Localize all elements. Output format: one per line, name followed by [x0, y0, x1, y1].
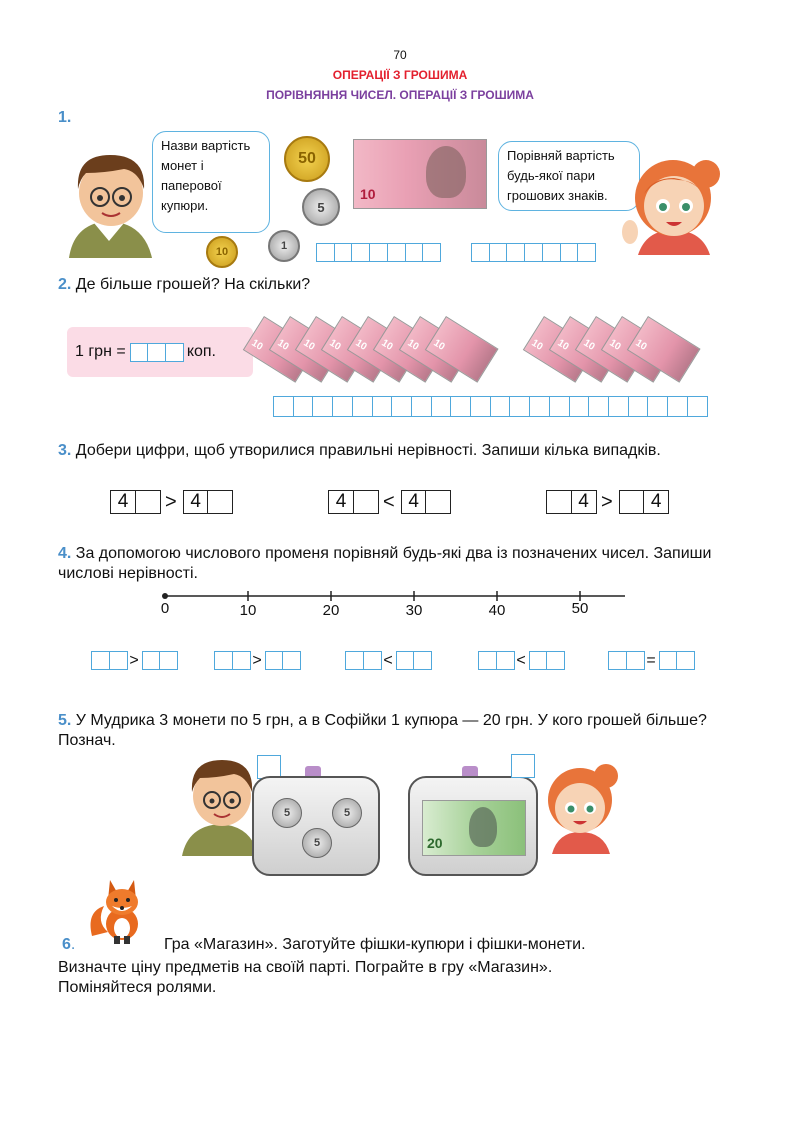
answer-cell[interactable] — [524, 243, 543, 262]
banknote-label: 10 — [275, 337, 291, 353]
answer-cell[interactable] — [130, 343, 149, 362]
coin-icon — [302, 188, 340, 226]
answer-cell[interactable] — [142, 651, 161, 670]
answer-cell[interactable] — [489, 243, 508, 262]
answer-cell[interactable] — [413, 651, 432, 670]
digit-cell[interactable] — [207, 490, 233, 514]
answer-cell[interactable] — [422, 243, 441, 262]
answer-cell[interactable] — [147, 343, 166, 362]
answer-cell[interactable] — [282, 651, 301, 670]
coin-label: 5 — [283, 807, 291, 819]
tick-label: 10 — [239, 602, 257, 619]
ray-comparison-5 — [608, 651, 694, 670]
digit-cell[interactable]: 4 — [110, 490, 136, 514]
digit-cell[interactable] — [135, 490, 161, 514]
ray-comparison-4 — [478, 651, 564, 670]
answer-cell[interactable] — [667, 396, 688, 417]
answer-cell[interactable] — [506, 243, 525, 262]
comparison-sign: > — [129, 651, 139, 669]
task6-dot: . — [70, 936, 76, 953]
comparison-sign: > — [601, 491, 613, 513]
answer-cell[interactable] — [496, 651, 515, 670]
task2-number: 2. — [58, 276, 72, 293]
coin-icon — [284, 136, 330, 182]
tick-label: 0 — [160, 600, 170, 617]
task3-text: Добери цифри, щоб утворилися правильні нерівності. Запиши кілька випадків. — [75, 442, 661, 459]
task2-text: Де більше грошей? На скільки? — [75, 276, 311, 293]
answer-cell[interactable] — [687, 396, 708, 417]
answer-cell[interactable] — [659, 651, 678, 670]
answer-cell[interactable] — [293, 396, 314, 417]
answer-cell[interactable] — [588, 396, 609, 417]
answer-cell[interactable] — [312, 396, 333, 417]
banknote-label: 10 — [379, 337, 395, 353]
purse-icon — [408, 776, 538, 876]
banknote-label: 10 — [405, 337, 421, 353]
banknote-label: 10 — [249, 337, 265, 353]
answer-cell[interactable] — [471, 243, 490, 262]
conversion-box — [67, 327, 253, 377]
boy-icon — [64, 143, 154, 258]
speech-bubble-left — [152, 131, 270, 233]
task6-text-line: Визначте ціну предметів на своїй парті. Пограйте в гру «Магазин». — [58, 959, 553, 976]
answer-cell[interactable] — [470, 396, 491, 417]
digit-cell[interactable] — [425, 490, 451, 514]
mark-box-girl[interactable] — [511, 754, 535, 778]
answer-cell[interactable] — [647, 396, 668, 417]
answer-cell[interactable] — [431, 396, 452, 417]
girl-icon — [538, 758, 622, 854]
answer-cell[interactable] — [332, 396, 353, 417]
comparison-sign: = — [646, 651, 656, 669]
task2-line — [58, 275, 310, 295]
banknote-label: 20 — [427, 835, 443, 851]
tick-label: 30 — [405, 602, 423, 619]
banknote-label: 10 — [529, 337, 545, 353]
task6-number-line — [62, 935, 75, 955]
banknote-label: 10 — [607, 337, 623, 353]
task1-number: 1. — [58, 109, 72, 126]
banknote-label: 10 — [327, 337, 343, 353]
answer-cell[interactable] — [560, 243, 579, 262]
coin-label: 50 — [298, 150, 316, 167]
task1-answer-cells-b[interactable] — [471, 243, 595, 262]
boy-icon — [180, 752, 260, 856]
inequality-3 — [546, 490, 668, 514]
tick-label: 20 — [322, 602, 340, 619]
task3-number: 3. — [58, 442, 72, 459]
answer-cell[interactable] — [387, 243, 406, 262]
bubble-left-line: купюри. — [161, 198, 209, 213]
task6-text-line: Гра «Магазин». Заготуйте фішки-купюри і фішки-монети. — [164, 936, 586, 953]
answer-cell[interactable] — [391, 396, 412, 417]
banknote-label: 10 — [581, 337, 597, 353]
bubble-left-line: монет і — [161, 158, 204, 173]
answer-cell[interactable] — [372, 396, 393, 417]
answer-cell[interactable] — [232, 651, 251, 670]
ray-comparison-3 — [345, 651, 431, 670]
task5-line — [58, 711, 758, 751]
coin-label: 5 — [343, 807, 351, 819]
conversion-cells[interactable] — [130, 343, 183, 362]
answer-cell[interactable] — [549, 396, 570, 417]
conversion-right-text: коп. — [186, 343, 216, 360]
answer-cell[interactable] — [109, 651, 128, 670]
digit-cell[interactable] — [353, 490, 379, 514]
answer-cell[interactable] — [91, 651, 110, 670]
digit-cell[interactable]: 4 — [328, 490, 354, 514]
answer-cell[interactable] — [542, 243, 561, 262]
comparison-sign: > — [252, 651, 262, 669]
answer-cell[interactable] — [265, 651, 284, 670]
comparison-sign: < — [383, 491, 395, 513]
answer-cell[interactable] — [345, 651, 364, 670]
task4-number: 4. — [58, 545, 72, 562]
banknote-label: 10 — [301, 337, 317, 353]
tick-label: 40 — [488, 602, 506, 619]
coin-label: 10 — [215, 246, 229, 258]
bubble-right-line: будь-якої пари — [507, 168, 596, 183]
digit-cell[interactable] — [619, 490, 645, 514]
task6-number: 6 — [62, 936, 71, 953]
answer-cell[interactable] — [509, 396, 530, 417]
task3-line — [58, 441, 758, 461]
page-title: ОПЕРАЦІЇ З ГРОШИМА — [332, 68, 468, 82]
answer-cell[interactable] — [577, 243, 596, 262]
answer-cell[interactable] — [490, 396, 511, 417]
answer-cell[interactable] — [478, 651, 497, 670]
ray-comparison-1 — [91, 651, 177, 670]
banknote-label: 10 — [360, 186, 376, 202]
answer-cell[interactable] — [214, 651, 233, 670]
answer-cell[interactable] — [626, 651, 645, 670]
task5-number: 5. — [58, 712, 72, 729]
conversion-left-text: 1 грн = — [75, 343, 126, 360]
coin-label: 5 — [313, 837, 321, 849]
fox-icon — [86, 872, 152, 944]
bubble-left-line: паперової — [161, 178, 222, 193]
answer-cell[interactable] — [396, 651, 415, 670]
answer-cell[interactable] — [608, 396, 629, 417]
digit-cell[interactable]: 4 — [643, 490, 669, 514]
bubble-right-line: грошових знаків. — [507, 188, 608, 203]
ray-comparison-2 — [214, 651, 300, 670]
answer-cell[interactable] — [628, 396, 649, 417]
task4-text: За допомогою числового променя порівняй будь-які два із позначених чисел. Запиши числові нерівності. — [58, 545, 712, 582]
answer-cell[interactable] — [405, 243, 424, 262]
comparison-sign: > — [165, 491, 177, 513]
banknote-label: 10 — [555, 337, 571, 353]
coin-icon — [206, 236, 238, 268]
girl-icon — [618, 150, 726, 255]
answer-cell[interactable] — [351, 243, 370, 262]
inequality-2 — [328, 490, 450, 514]
tick-label: 50 — [571, 600, 589, 617]
answer-cell[interactable] — [569, 396, 590, 417]
answer-cell[interactable] — [352, 396, 373, 417]
banknote-icon — [353, 139, 487, 209]
coin-icon — [272, 798, 302, 828]
task2-answer-cells[interactable] — [273, 396, 706, 417]
answer-cell[interactable] — [676, 651, 695, 670]
task4-line — [58, 544, 758, 584]
bubble-left-line: Назви вартість — [161, 138, 251, 153]
purse-icon — [252, 776, 380, 876]
bubble-right-line: Порівняй вартість — [507, 148, 615, 163]
coin-icon — [332, 798, 362, 828]
answer-cell[interactable] — [608, 651, 627, 670]
answer-cell[interactable] — [159, 651, 178, 670]
digit-cell[interactable]: 4 — [401, 490, 427, 514]
page-number: 70 — [393, 48, 407, 62]
task6-text-line: Поміняйтеся ролями. — [58, 979, 217, 996]
coin-label: 1 — [280, 240, 288, 252]
banknote-label: 10 — [633, 337, 649, 353]
answer-cell[interactable] — [411, 396, 432, 417]
coin-icon — [268, 230, 300, 262]
answer-cell[interactable] — [529, 396, 550, 417]
coin-label: 5 — [317, 199, 325, 215]
answer-cell[interactable] — [316, 243, 335, 262]
digit-cell[interactable] — [546, 490, 572, 514]
answer-cell[interactable] — [165, 343, 184, 362]
answer-cell[interactable] — [334, 243, 353, 262]
comparison-sign: < — [383, 651, 393, 669]
inequality-1 — [110, 490, 232, 514]
comparison-sign: < — [516, 651, 526, 669]
answer-cell[interactable] — [363, 651, 382, 670]
banknote-label: 10 — [353, 337, 369, 353]
answer-cell[interactable] — [546, 651, 565, 670]
banknote-icon — [422, 800, 526, 856]
answer-cell[interactable] — [450, 396, 471, 417]
banknote-group-2 — [529, 310, 724, 390]
page-subtitle: ПОРІВНЯННЯ ЧИСЕЛ. ОПЕРАЦІЇ З ГРОШИМА — [266, 88, 534, 102]
answer-cell[interactable] — [273, 396, 294, 417]
answer-cell[interactable] — [529, 651, 548, 670]
coin-icon — [302, 828, 332, 858]
task5-text: У Мудрика 3 монети по 5 грн, а в Софійки 1 купюра — 20 грн. У кого грошей більше? Познач. — [58, 712, 707, 749]
banknote-label: 10 — [431, 337, 447, 353]
digit-cell[interactable]: 4 — [571, 490, 597, 514]
task1-answer-cells-a[interactable] — [316, 243, 440, 262]
digit-cell[interactable]: 4 — [183, 490, 209, 514]
banknote-group-1 — [249, 310, 524, 390]
answer-cell[interactable] — [369, 243, 388, 262]
